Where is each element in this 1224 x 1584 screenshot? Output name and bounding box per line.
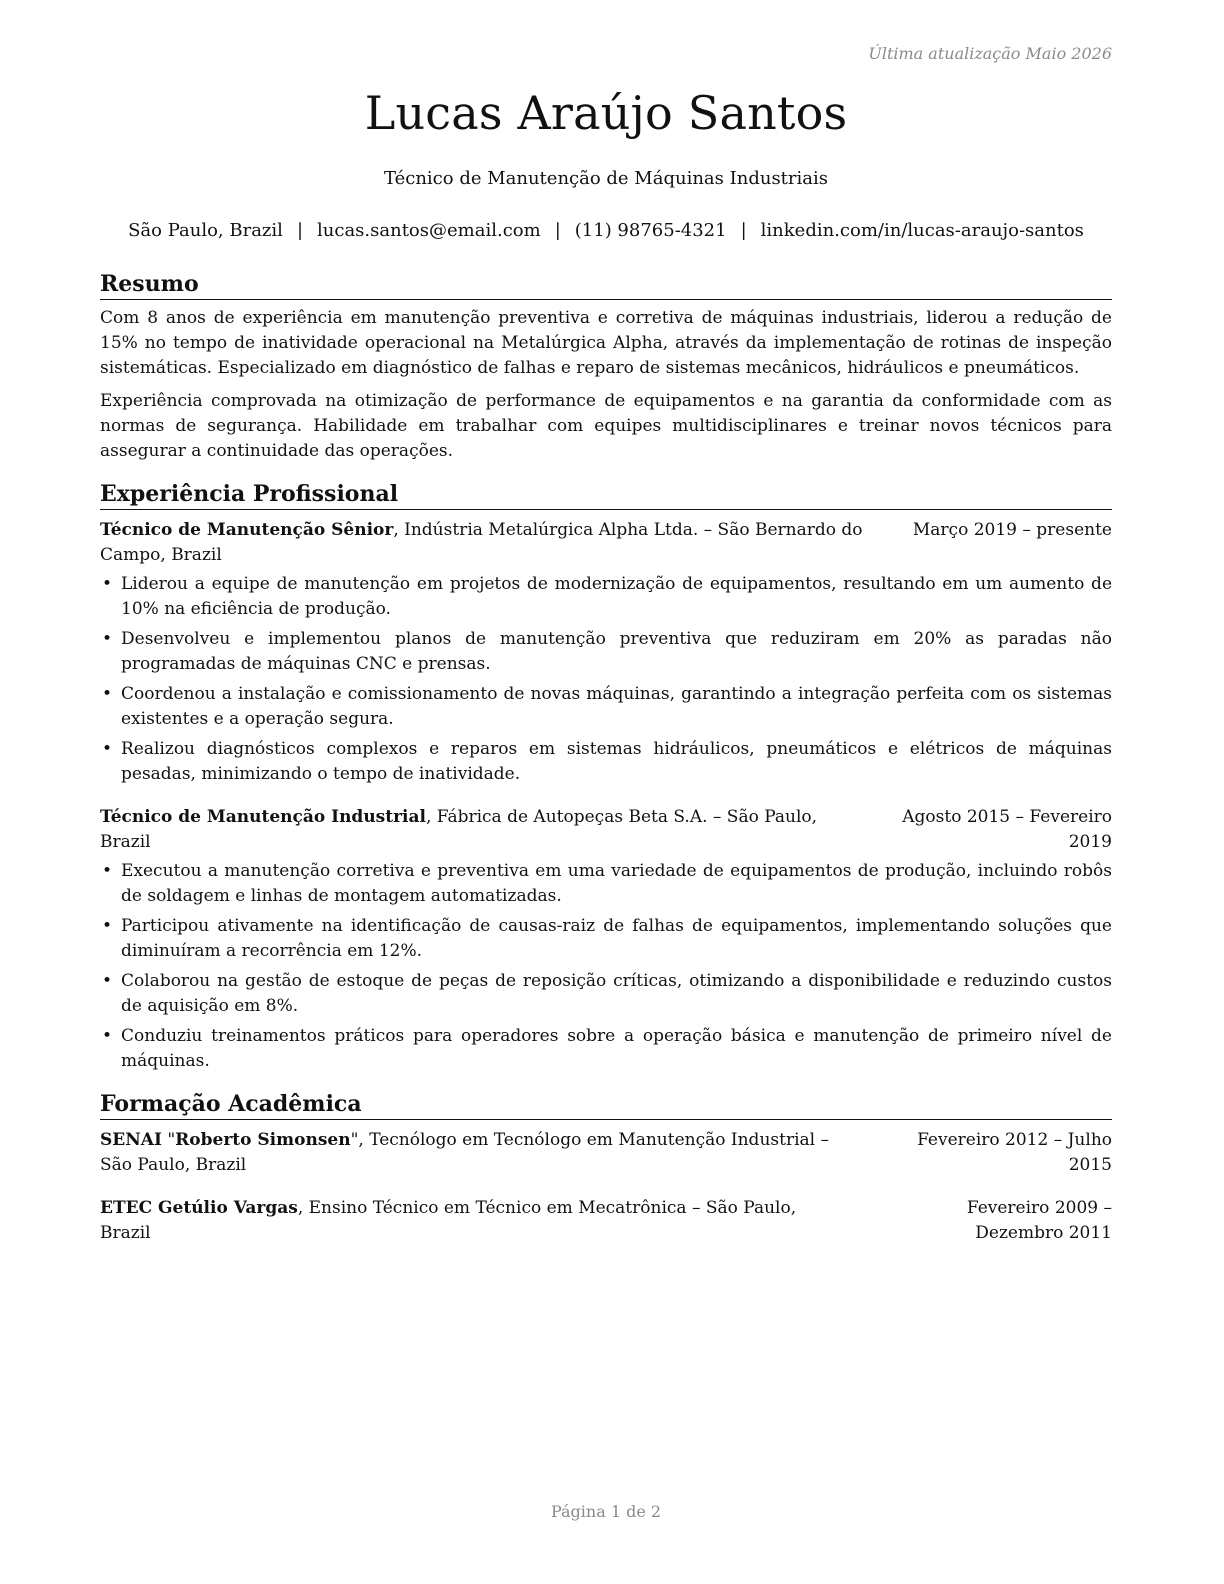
job-role: Técnico de Manutenção Industrial <box>100 807 426 827</box>
list-item: • Desenvolveu e implementou planos de manutenção preventiva que reduziram em 20% as paradas não programadas de máquinas CNC e prensas. <box>100 627 1112 677</box>
education-dates: Fevereiro 2009 – Dezembro 2011 <box>966 1198 1112 1243</box>
education-header <box>100 1128 1112 1178</box>
job-heading <box>100 805 876 855</box>
job-bullets <box>100 859 1112 1074</box>
education-header <box>100 1196 1112 1246</box>
job-dates: Março 2019 – presente <box>912 520 1112 540</box>
education-heading: SENAI "Roberto Simonsen", Tecnólogo em Tecnólogo em Manutenção Industrial – São Paulo, Brazil <box>100 1130 829 1175</box>
job-entry <box>100 805 1112 1074</box>
summary-title: Resumo <box>100 270 1112 300</box>
experience-title: Experiência Profissional <box>100 480 1112 510</box>
job-heading <box>100 518 913 568</box>
contact-linkedin[interactable]: linkedin.com/in/lucas-araujo-santos <box>760 220 1084 241</box>
list-item: • Coordenou a instalação e comissionamento de novas máquinas, garantindo a integração perfeita com os sistemas existentes e a operação segura. <box>100 682 1112 732</box>
education-details: , Tecnólogo em Tecnólogo em Manutenção Industrial – São Paulo, Brazil <box>100 1130 829 1175</box>
education-entry <box>100 1196 1112 1246</box>
candidate-name: Lucas Araújo Santos <box>364 86 848 140</box>
summary-paragraph: Experiência comprovada na otimização de performance de equipamentos e na garantia da conformidade com as normas de segurança. Habilidade em trabalhar com equipes multidisciplinares e treinar novos técnicos para assegurar a continuidade das operações. <box>100 391 1112 461</box>
candidate-headline: Técnico de Manutenção de Máquinas Industriais <box>383 168 828 189</box>
school-prefix: SENAI <box>100 1130 162 1150</box>
job-bullets <box>100 572 1112 787</box>
experience-section <box>100 480 1112 1074</box>
contact-separator: | <box>554 220 561 241</box>
list-item: • Participou ativamente na identificação de causas-raiz de falhas de equipamentos, implementando soluções que diminuíram a recorrência em 12%. <box>100 914 1112 964</box>
contact-phone[interactable]: (11) 98765-4321 <box>574 220 727 241</box>
last-updated: Última atualização Maio 2026 <box>868 44 1112 63</box>
school-quote: " <box>350 1130 359 1150</box>
contact-line <box>100 220 1112 241</box>
education-heading <box>100 1196 876 1246</box>
job-dates: Agosto 2015 – Fevereiro 2019 <box>902 807 1112 852</box>
school-name: Roberto Simonsen <box>175 1130 351 1150</box>
education-entry <box>100 1128 1112 1178</box>
list-item: • Executou a manutenção corretiva e preventiva em uma variedade de equipamentos de produção, incluindo robôs de soldagem e linhas de montagem automatizadas. <box>100 859 1112 909</box>
job-role: Técnico de Manutenção Sênior <box>100 520 394 540</box>
list-item: • Realizou diagnósticos complexos e reparos em sistemas hidráulicos, pneumáticos e elétricos de máquinas pesadas, minimizando o tempo de inatividade. <box>100 737 1112 787</box>
job-entry <box>100 518 1112 787</box>
list-item: • Liderou a equipe de manutenção em projetos de modernização de equipamentos, resultando em um aumento de 10% na eficiência de produção. <box>100 572 1112 622</box>
job-details: , Indústria Metalúrgica Alpha Ltda. – São Bernardo do Campo, Brazil <box>100 520 863 565</box>
list-item: • Conduziu treinamentos práticos para operadores sobre a operação básica e manutenção de primeiro nível de máquinas. <box>100 1024 1112 1074</box>
contact-separator: | <box>740 220 747 241</box>
education-title: Formação Acadêmica <box>100 1090 1112 1120</box>
list-item: • Colaborou na gestão de estoque de peças de reposição críticas, otimizando a disponibilidade e reduzindo custos de aquisição em 8%. <box>100 969 1112 1019</box>
school-name: ETEC Getúlio Vargas <box>100 1198 298 1218</box>
job-header <box>100 805 1112 855</box>
resume-content <box>100 270 1112 1262</box>
contact-separator: | <box>296 220 304 241</box>
education-details: , Ensino Técnico em Técnico em Mecatrônica – São Paulo, Brazil <box>100 1198 797 1243</box>
contact-location: São Paulo, Brazil <box>128 220 283 241</box>
page-number: Página 1 de 2 <box>550 1502 662 1521</box>
education-section <box>100 1090 1112 1246</box>
job-details: , Fábrica de Autopeças Beta S.A. – São Paulo, Brazil <box>100 807 818 852</box>
summary-paragraph: Com 8 anos de experiência em manutenção preventiva e corretiva de máquinas industriais, liderou a redução de 15% no tempo de inatividade operacional na Metalúrgica Alpha, através da implementação de rotinas de inspeção sistemáticas. Especializado em diagnóstico de falhas e reparo de sistemas mecânicos, hidráulicos e pneumáticos. <box>100 308 1112 378</box>
education-dates: Fevereiro 2012 – Julho 2015 <box>917 1130 1112 1175</box>
resume-page <box>100 0 1112 1584</box>
job-header <box>100 518 1112 568</box>
summary-section <box>100 270 1112 464</box>
contact-email[interactable]: lucas.santos@email.com <box>317 220 541 241</box>
